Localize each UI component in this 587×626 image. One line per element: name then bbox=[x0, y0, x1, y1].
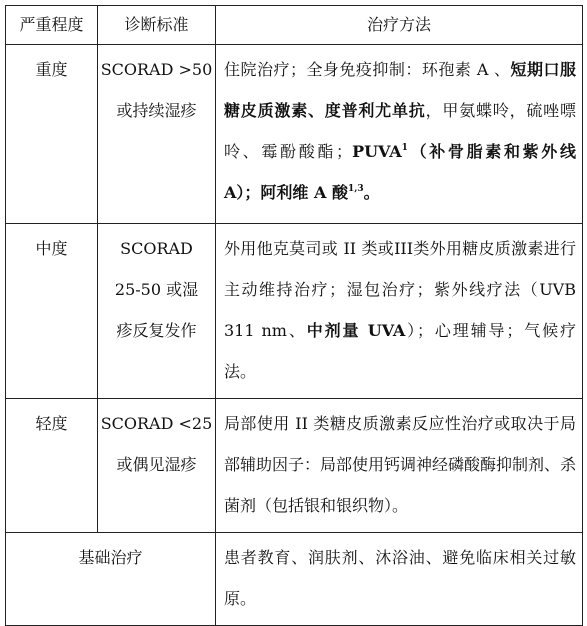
table-row-severe bbox=[6, 45, 583, 224]
criteria-cell-moderate bbox=[98, 224, 216, 399]
treatment-text: ，甲氨蝶呤，硫唑嘌呤、霉酚酸酯； bbox=[224, 101, 576, 161]
criteria-line: 疹反复发作 bbox=[116, 321, 197, 340]
treatment-cell-base: 患者教育、润肤剂、沐浴油、避免临床相关过敏原。 bbox=[216, 533, 583, 626]
table-row-base bbox=[6, 533, 583, 626]
criteria-cell-mild bbox=[98, 399, 216, 533]
treatment-text-bold: 短期口服糖皮质激素、度普利尤单抗 bbox=[224, 60, 576, 120]
treatment-text: ）；心理辅导；气候疗法。 bbox=[224, 321, 576, 381]
base-treatment-label: 基础治疗 bbox=[6, 533, 216, 626]
header-criteria: 诊断标准 bbox=[98, 6, 216, 45]
atopic-dermatitis-treatment-table bbox=[5, 5, 583, 626]
criteria-line: 或持续湿疹 bbox=[116, 101, 197, 120]
criteria-line: SCORAD bbox=[120, 239, 193, 258]
criteria-line: 或偶见湿疹 bbox=[116, 455, 197, 474]
table-row-mild bbox=[6, 399, 583, 533]
severity-cell-moderate: 中度 bbox=[6, 224, 98, 399]
criteria-cell-severe bbox=[98, 45, 216, 224]
treatment-cell-mild: 局部使用 II 类糖皮质激素反应性治疗或取决于局部辅助因子：局部使用钙调神经磷酸酶抑制剂、杀菌剂（包括银和银织物）。 bbox=[216, 399, 583, 533]
treatment-cell-moderate bbox=[216, 224, 583, 399]
footnote-marker: 1 bbox=[401, 143, 408, 153]
treatment-text: 外用他克莫司或 II 类或III类外用糖皮质激素进行主动维持治疗；湿包治疗；紫外线疗法（UVB 311 nm、 bbox=[224, 239, 576, 340]
severity-cell-severe: 重度 bbox=[6, 45, 98, 224]
criteria-line: 25-50 或湿 bbox=[114, 280, 199, 299]
severity-cell-mild: 轻度 bbox=[6, 399, 98, 533]
header-treatment: 治疗方法 bbox=[216, 6, 583, 45]
treatment-text-bold: （补骨脂素和紫外线 A）；阿利维 A 酸 bbox=[224, 142, 576, 202]
treatment-text-bold: PUVA bbox=[352, 142, 402, 161]
table-header-row bbox=[6, 6, 583, 45]
treatment-text-bold: 。 bbox=[363, 183, 380, 202]
criteria-line: SCORAD <25 bbox=[100, 414, 213, 433]
criteria-line: SCORAD >50 bbox=[100, 60, 213, 79]
header-severity: 严重程度 bbox=[6, 6, 98, 45]
footnote-marker: 1,3 bbox=[347, 184, 364, 194]
table-row-moderate bbox=[6, 224, 583, 399]
treatment-text: 住院治疗；全身免疫抑制：环孢素 A 、 bbox=[224, 60, 511, 79]
treatment-text-bold: 中剂量 UVA bbox=[306, 321, 406, 340]
treatment-cell-severe bbox=[216, 45, 583, 224]
